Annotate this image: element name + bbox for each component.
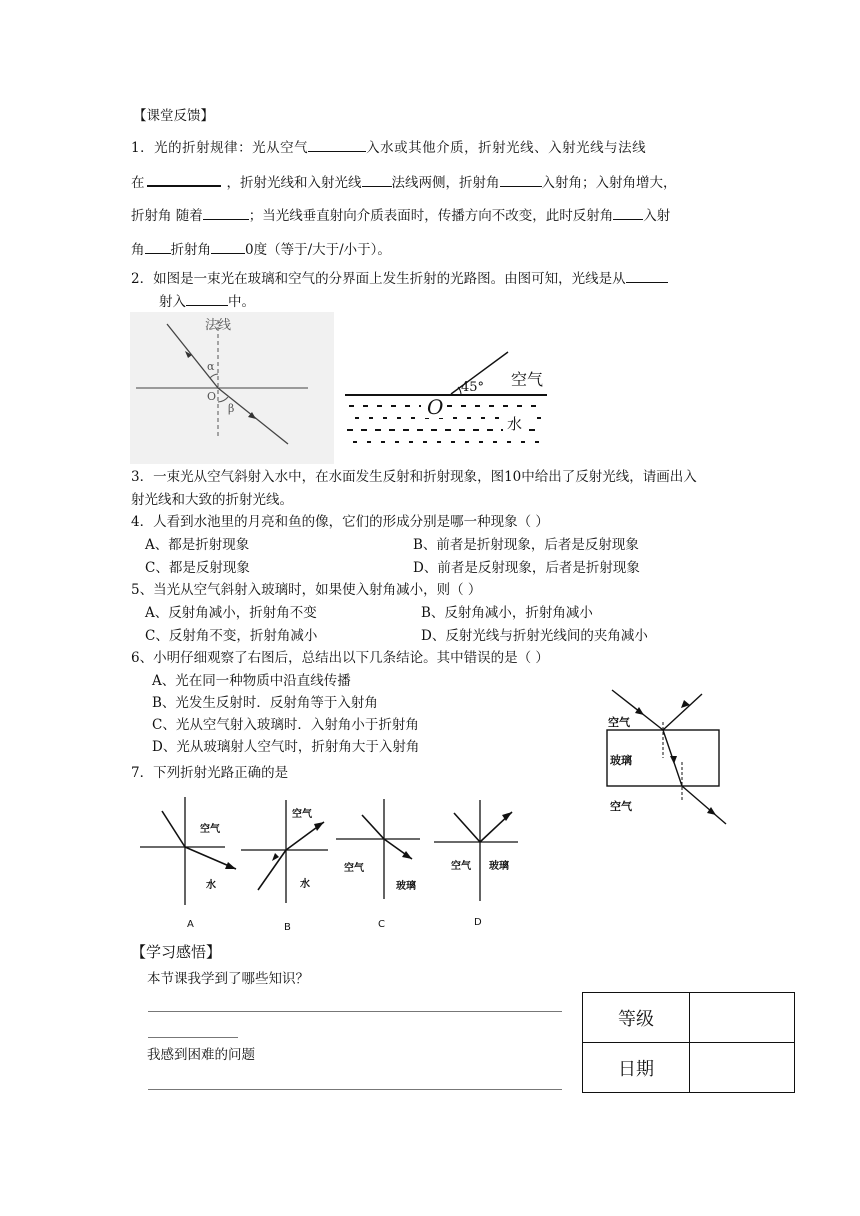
reflection-section-title: 【学习感悟】 (131, 943, 222, 961)
q1-text: 法线两侧，折射角 (391, 175, 500, 191)
q1-text: ；当光线垂直射向介质表面时，传播方向不改变，此时反射角 (248, 208, 614, 224)
q1-text: 入射 (643, 208, 671, 224)
q1-blank-1[interactable] (308, 139, 366, 152)
q2-text: 中。 (228, 294, 255, 310)
fig-c-top: 空气 (344, 863, 364, 874)
water-label: 水 (507, 415, 523, 433)
q4-option-a[interactable]: A、都是折射现象 (145, 537, 250, 553)
q2-text: 射入 (159, 294, 186, 310)
date-field[interactable] (690, 1043, 795, 1093)
grade-field[interactable] (690, 993, 795, 1043)
q1-blank-2[interactable] (147, 173, 221, 187)
fig-d-top: 空气 (451, 861, 471, 872)
beta-label: β (228, 402, 235, 415)
q7-figure-a[interactable] (140, 797, 236, 930)
feedback-section-title: 【课堂反馈】 (133, 108, 214, 124)
q1-line2 (131, 173, 677, 191)
q5-option-d[interactable]: D、反射光线与折射光线间的夹角减小 (421, 628, 648, 644)
q6-option-c[interactable]: C、光从空气射入玻璃时．入射角小于折射角 (152, 717, 419, 733)
q4-option-d[interactable]: D、前者是反射现象，后者是折射现象 (413, 560, 640, 576)
q7-figure-b[interactable] (241, 800, 328, 933)
q1-text: 角 (131, 242, 145, 258)
origin-label: O (427, 395, 444, 419)
q5-option-c[interactable]: C、反射角不变，折射角减小 (145, 628, 318, 644)
q1-text: 入射角；入射角增大， (541, 175, 677, 191)
fig-c-bottom: 玻璃 (396, 881, 416, 892)
q5-stem: 5、当光从空气斜射入玻璃时，如果使入射角减小，则（ ） (131, 582, 482, 598)
fig-d-caption: D (474, 917, 482, 928)
q1-text: 折射角 (170, 242, 211, 258)
q2-blank-2[interactable] (186, 293, 228, 306)
q1-text: ，折射光线和入射光线 (226, 175, 362, 191)
grade-label: 等级 (583, 993, 690, 1043)
origin-label: O (207, 390, 217, 403)
q1-text: 入水或其他介质，折射光线、入射光线与法线 (366, 140, 647, 156)
q1-blank-6[interactable] (613, 207, 643, 220)
grade-date-table (582, 992, 795, 1093)
answer-line-2[interactable] (148, 1089, 562, 1090)
q4-stem: 4．人看到水池里的月亮和鱼的像，它们的形成分别是哪一种现象（ ） (131, 514, 549, 530)
q1-text: 折射角 随着 (131, 208, 203, 224)
fig-d-bottom: 玻璃 (489, 861, 509, 872)
q1-text: 0度（等于/大于/小于）。 (245, 242, 391, 258)
q1-text: 1．光的折射规律：光从空气 (131, 140, 309, 156)
air-top-label: 空气 (608, 716, 630, 729)
glass-label: 玻璃 (610, 754, 632, 767)
alpha-label: α (207, 360, 215, 373)
air-bottom-label: 空气 (610, 800, 632, 813)
reflection-learned-prompt: 本节课我学到了哪些知识？ (147, 971, 309, 987)
air-label: 空气 (511, 370, 544, 389)
fig-b-top: 空气 (292, 809, 312, 820)
normal-label: 法线 (205, 318, 232, 333)
q2-line2 (159, 293, 255, 310)
fig-b-caption: B (284, 922, 291, 933)
q3-water-figure (343, 344, 553, 454)
q5-option-a[interactable]: A、反射角减小，折射角不变 (145, 605, 317, 621)
q1-blank-4[interactable] (500, 174, 542, 187)
q3-line2: 射光线和大致的折射光线。 (131, 492, 293, 508)
fig-a-bottom: 水 (206, 880, 216, 891)
q2-text: 2．如图是一束光在玻璃和空气的分界面上发生折射的光路图。由图可知，光线是从 (131, 271, 626, 287)
q7-figure-c[interactable] (336, 799, 420, 930)
fig-a-top: 空气 (200, 824, 220, 835)
q7-stem: 7．下列折射光路正确的是 (131, 765, 289, 781)
fig-b-bottom: 水 (300, 879, 310, 890)
q1-text: 在 (131, 175, 145, 191)
q2-line1 (131, 270, 668, 287)
q1-blank-3[interactable] (362, 174, 392, 187)
q1-blank-8[interactable] (211, 241, 245, 254)
fig-a-caption: A (187, 919, 194, 930)
reflection-difficult-prompt: 我感到困难的问题 (147, 1047, 255, 1063)
angle-label: 45° (461, 380, 485, 395)
q1-line1 (131, 139, 646, 156)
answer-line-1-tail[interactable] (148, 1037, 238, 1038)
q3-line1: 3．一束光从空气斜射入水中，在水面发生反射和折射现象，图10中给出了反射光线，请画出入 (131, 469, 697, 485)
answer-line-1[interactable] (148, 1011, 562, 1012)
q2-refraction-figure (130, 312, 334, 464)
q7-figures (140, 795, 530, 935)
fig-c-caption: C (378, 919, 385, 930)
q6-option-a[interactable]: A、光在同一种物质中沿直线传播 (152, 673, 351, 689)
q7-figure-d[interactable] (434, 800, 518, 928)
q6-glass-figure (566, 684, 736, 834)
q1-line3 (131, 207, 670, 224)
date-label: 日期 (583, 1043, 690, 1093)
q4-option-c[interactable]: C、都是反射现象 (145, 560, 250, 576)
q1-blank-7[interactable] (145, 241, 171, 254)
q6-stem: 6、小明仔细观察了右图后，总结出以下几条结论。其中错误的是（ ） (131, 650, 549, 666)
q1-line4 (131, 241, 391, 258)
q5-option-b[interactable]: B、反射角减小，折射角减小 (421, 605, 593, 621)
q6-option-d[interactable]: D、光从玻璃射人空气时，折射角大于入射角 (152, 739, 420, 755)
q2-blank-1[interactable] (626, 270, 668, 283)
q1-blank-5[interactable] (203, 207, 249, 220)
q4-option-b[interactable]: B、前者是折射现象，后者是反射现象 (413, 537, 639, 553)
q6-option-b[interactable]: B、光发生反射时．反射角等于入射角 (152, 695, 378, 711)
